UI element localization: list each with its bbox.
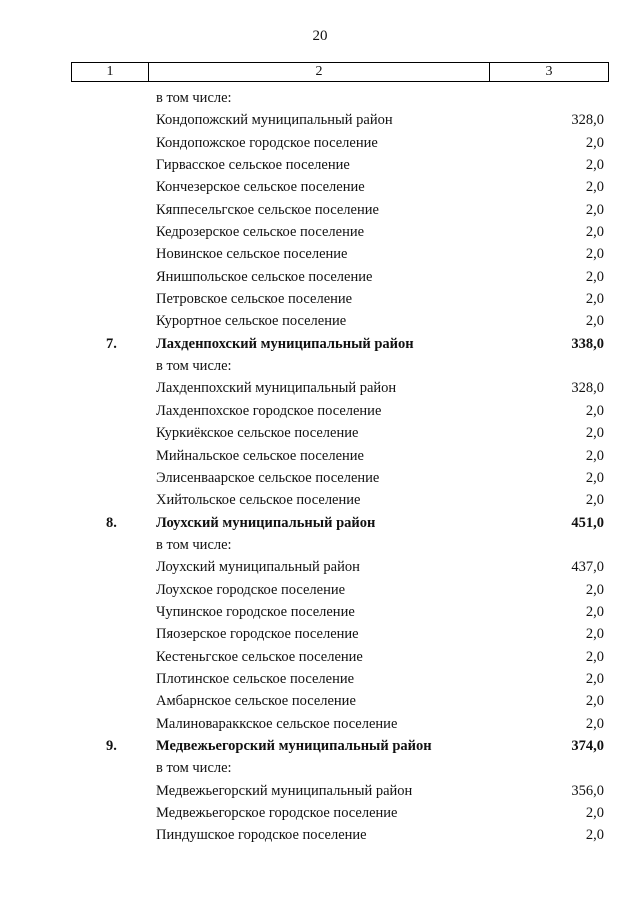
row-name: Малиновараккское сельское поселение xyxy=(156,715,398,732)
table-row xyxy=(0,601,640,623)
table-row xyxy=(0,713,640,735)
table-row xyxy=(0,780,640,802)
row-name: Пяозерское городское поселение xyxy=(156,626,359,643)
row-name: в том числе: xyxy=(156,760,232,777)
table-row xyxy=(0,333,640,355)
row-name: Кондопожское городское поселение xyxy=(156,134,378,151)
row-name: Медвежьегорский муниципальный район xyxy=(156,782,413,799)
table-row xyxy=(0,512,640,534)
row-value: 338,0 xyxy=(571,335,604,352)
row-name: Элисенваарское сельское поселение xyxy=(156,469,380,486)
table-row xyxy=(0,735,640,757)
row-name: Лахденпохский муниципальный район xyxy=(156,380,397,397)
table-row xyxy=(0,690,640,712)
row-value: 2,0 xyxy=(585,581,604,598)
row-name: Лахденпохский муниципальный район xyxy=(156,335,414,352)
row-name: в том числе: xyxy=(156,358,232,375)
table-header-row xyxy=(71,62,609,82)
table-row xyxy=(0,400,640,422)
row-value: 2,0 xyxy=(585,246,604,263)
row-value: 2,0 xyxy=(585,313,604,330)
table-row xyxy=(0,243,640,265)
row-name: Кончезерское сельское поселение xyxy=(156,179,365,196)
table-row xyxy=(0,109,640,131)
row-name: Курортное сельское поселение xyxy=(156,313,347,330)
row-name: Пиндушское городское поселение xyxy=(156,827,367,844)
table-row xyxy=(0,154,640,176)
row-value: 2,0 xyxy=(585,648,604,665)
table-row xyxy=(0,377,640,399)
table-body xyxy=(0,87,640,847)
row-value: 2,0 xyxy=(585,715,604,732)
row-name: Медвежьегорский муниципальный район xyxy=(156,737,432,754)
row-name: Кондопожский муниципальный район xyxy=(156,112,393,129)
table-row xyxy=(0,422,640,444)
row-name: Плотинское сельское поселение xyxy=(156,670,355,687)
table-row xyxy=(0,199,640,221)
row-name: Гирвасское сельское поселение xyxy=(156,157,350,174)
table-row xyxy=(0,288,640,310)
row-value: 2,0 xyxy=(585,179,604,196)
row-value: 2,0 xyxy=(585,693,604,710)
table-row xyxy=(0,445,640,467)
row-value: 2,0 xyxy=(585,670,604,687)
row-value: 2,0 xyxy=(585,626,604,643)
row-value: 2,0 xyxy=(585,268,604,285)
row-value: 451,0 xyxy=(571,514,604,531)
table-row xyxy=(0,757,640,779)
table-row xyxy=(0,489,640,511)
table-row xyxy=(0,221,640,243)
table-row xyxy=(0,467,640,489)
row-value: 2,0 xyxy=(585,805,604,821)
header-cell-number: 1 xyxy=(72,63,149,81)
row-value: 2,0 xyxy=(585,469,604,486)
row-name: Кестеньгское сельское поселение xyxy=(156,648,363,665)
row-name: Петровское сельское поселение xyxy=(156,291,353,308)
row-value: 2,0 xyxy=(585,447,604,464)
row-name: в том числе: xyxy=(156,90,232,106)
row-name: Лахденпохское городское поселение xyxy=(156,402,382,419)
table-row xyxy=(0,802,640,824)
table-row xyxy=(0,87,640,109)
row-name: Новинское сельское поселение xyxy=(156,246,348,263)
row-number: 7. xyxy=(106,335,117,352)
row-value: 356,0 xyxy=(571,782,604,799)
row-name: Чупинское городское поселение xyxy=(156,603,355,620)
table-row xyxy=(0,623,640,645)
row-value: 2,0 xyxy=(585,603,604,620)
row-number: 8. xyxy=(106,514,117,531)
table-row xyxy=(0,310,640,332)
table-row xyxy=(0,824,640,846)
header-cell-name: 2 xyxy=(149,63,490,81)
row-name: Амбарнское сельское поселение xyxy=(156,693,356,710)
row-name: Мийнальское сельское поселение xyxy=(156,447,364,464)
row-name: Кедрозерское сельское поселение xyxy=(156,224,365,241)
table-row xyxy=(0,355,640,377)
table-row xyxy=(0,176,640,198)
table-row xyxy=(0,668,640,690)
row-value: 2,0 xyxy=(585,201,604,218)
row-name: Лоухский муниципальный район xyxy=(156,559,360,576)
table-row xyxy=(0,534,640,556)
row-value: 2,0 xyxy=(585,827,604,844)
row-value: 374,0 xyxy=(571,737,604,754)
row-name: Кяппесельгское сельское поселение xyxy=(156,201,379,218)
row-value: 2,0 xyxy=(585,157,604,174)
table-row xyxy=(0,579,640,601)
table-row xyxy=(0,132,640,154)
row-name: Янишпольское сельское поселение xyxy=(156,268,373,285)
row-value: 2,0 xyxy=(585,291,604,308)
row-name: Лоухское городское поселение xyxy=(156,581,346,598)
row-name: в том числе: xyxy=(156,536,232,553)
row-name: Лоухский муниципальный район xyxy=(156,514,376,531)
row-value: 2,0 xyxy=(585,134,604,151)
row-name: Куркиёкское сельское поселение xyxy=(156,425,359,442)
row-value: 2,0 xyxy=(585,425,604,442)
row-name: Хийтольское сельское поселение xyxy=(156,492,361,509)
row-value: 328,0 xyxy=(571,112,604,129)
table-row xyxy=(0,266,640,288)
header-cell-value: 3 xyxy=(545,64,553,79)
row-number: 9. xyxy=(106,737,117,754)
table-row xyxy=(0,556,640,578)
row-value: 2,0 xyxy=(585,402,604,419)
row-value: 437,0 xyxy=(571,559,604,576)
row-name: Медвежьегорское городское поселение xyxy=(156,805,398,821)
row-value: 328,0 xyxy=(571,380,604,397)
page-number: 20 xyxy=(312,28,328,44)
table-row xyxy=(0,646,640,668)
row-value: 2,0 xyxy=(585,492,604,509)
row-value: 2,0 xyxy=(585,224,604,241)
